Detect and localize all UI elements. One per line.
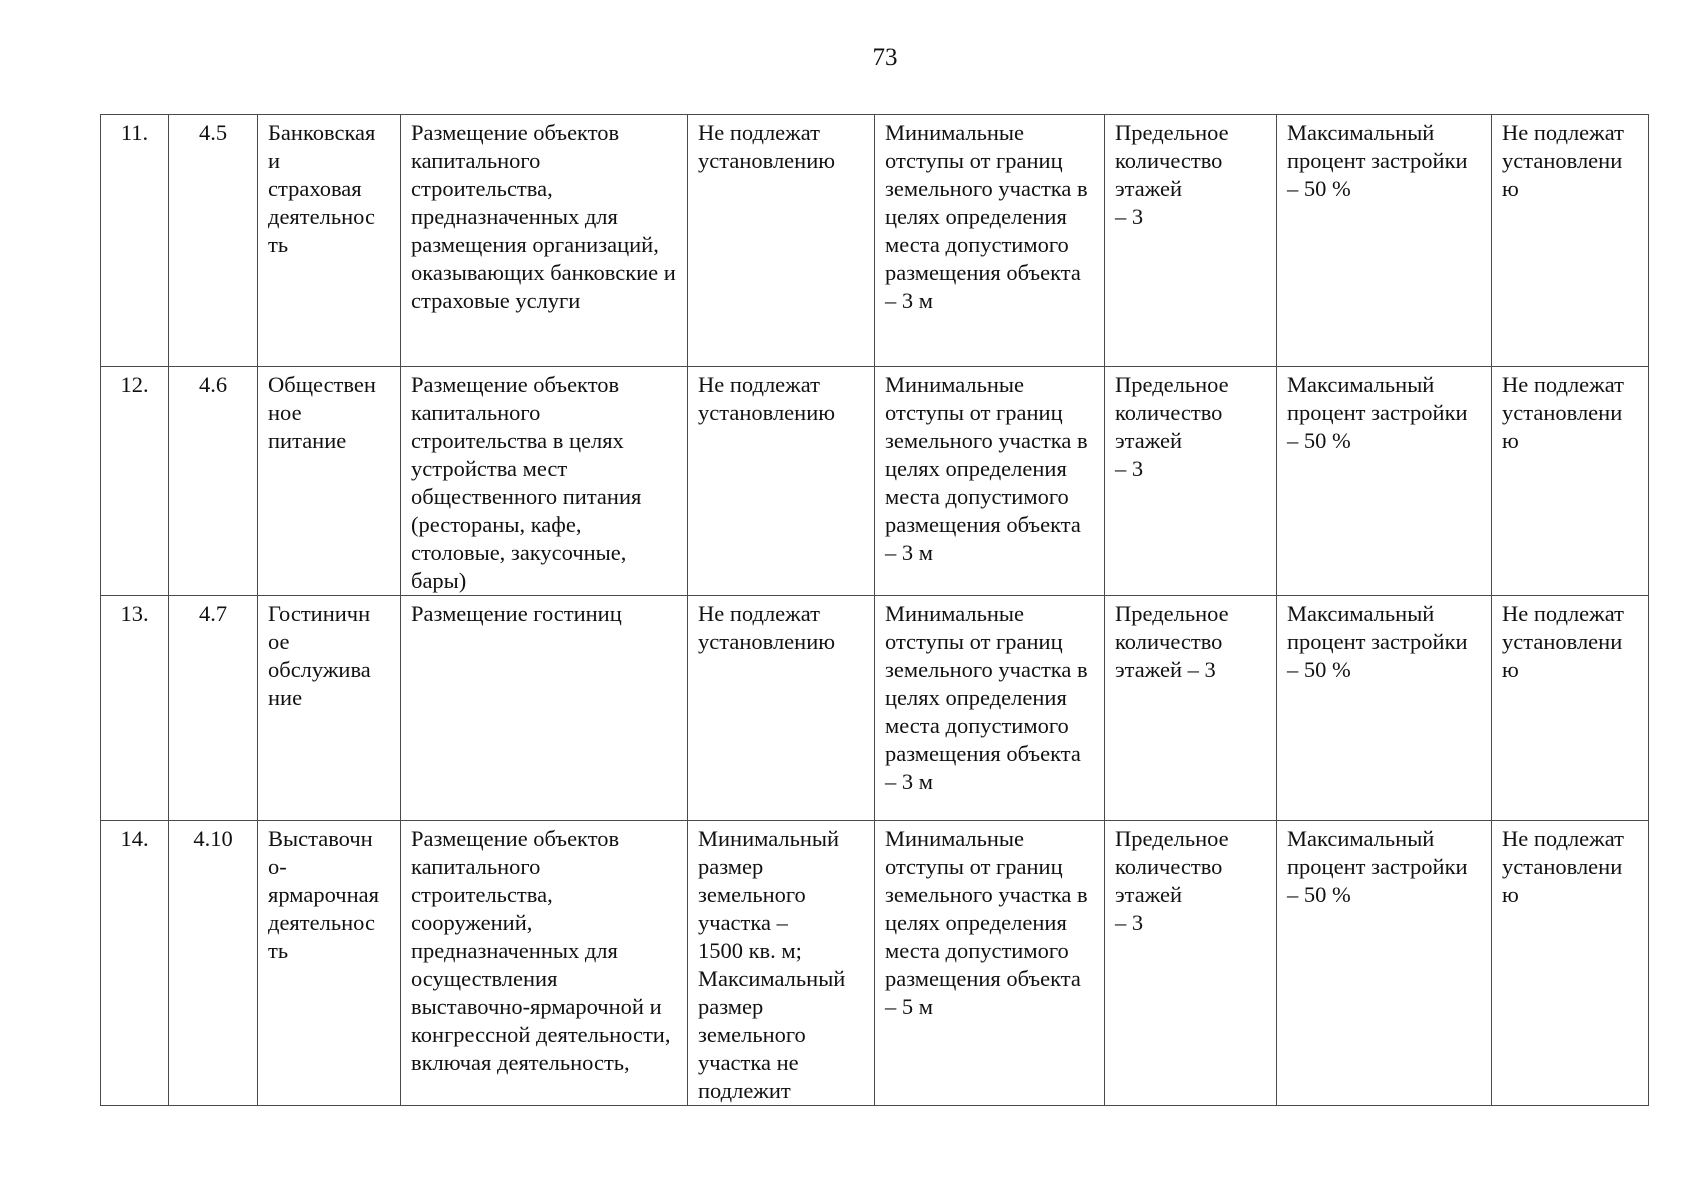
use-name: Гостиничн ое обслужива ние [258,596,401,821]
coverage-limit: Максимальный процент застройки – 50 % [1277,821,1492,1106]
table-row [101,115,1649,367]
setbacks: Минимальные отступы от границ земельного участка в целях определения места допустимого размещения объекта – 3 м [875,115,1105,367]
use-description: Размещение гостиниц [401,596,688,821]
table-row [101,596,1649,821]
floors-limit: Предельное количество этажей – 3 [1105,115,1277,367]
use-code: 4.7 [169,596,258,821]
use-code: 4.6 [169,367,258,596]
use-description: Размещение объектов капитального строительства, предназначенных для размещения организаций, оказывающих банковские и страховые услуги [401,115,688,367]
row-number: 12. [101,367,169,596]
floors-limit: Предельное количество этажей – 3 [1105,596,1277,821]
row-number: 11. [101,115,169,367]
use-description: Размещение объектов капитального строительства, сооружений, предназначенных для осуществления выставочно-ярмарочной и конгрессной деятельности, включая деятельность, [401,821,688,1106]
setbacks: Минимальные отступы от границ земельного участка в целях определения места допустимого размещения объекта – 5 м [875,821,1105,1106]
other-limits: Не подлежат установлени ю [1492,596,1649,821]
use-name: Банковская и страховая деятельнос ть [258,115,401,367]
use-code: 4.10 [169,821,258,1106]
use-name: Обществен ное питание [258,367,401,596]
page-number: 73 [872,44,898,71]
zoning-regulations-table [100,114,1649,1106]
coverage-limit: Максимальный процент застройки – 50 % [1277,115,1492,367]
plot-size: Не подлежат установлению [688,115,875,367]
floors-limit: Предельное количество этажей – 3 [1105,367,1277,596]
setbacks: Минимальные отступы от границ земельного участка в целях определения места допустимого размещения объекта – 3 м [875,596,1105,821]
table-row [101,821,1649,1106]
plot-size: Минимальный размер земельного участка – 1500 кв. м; Максимальный размер земельного участка не подлежит [688,821,875,1106]
table-row [101,367,1649,596]
use-code: 4.5 [169,115,258,367]
floors-limit: Предельное количество этажей – 3 [1105,821,1277,1106]
row-number: 13. [101,596,169,821]
row-number: 14. [101,821,169,1106]
use-name: Выставочн о- ярмарочная деятельнос ть [258,821,401,1106]
other-limits: Не подлежат установлени ю [1492,367,1649,596]
plot-size: Не подлежат установлению [688,596,875,821]
setbacks: Минимальные отступы от границ земельного участка в целях определения места допустимого размещения объекта – 3 м [875,367,1105,596]
other-limits: Не подлежат установлени ю [1492,821,1649,1106]
coverage-limit: Максимальный процент застройки – 50 % [1277,367,1492,596]
coverage-limit: Максимальный процент застройки – 50 % [1277,596,1492,821]
plot-size: Не подлежат установлению [688,367,875,596]
other-limits: Не подлежат установлени ю [1492,115,1649,367]
use-description: Размещение объектов капитального строительства в целях устройства мест общественного питания (рестораны, кафе, столовые, закусочные, бары) [401,367,688,596]
